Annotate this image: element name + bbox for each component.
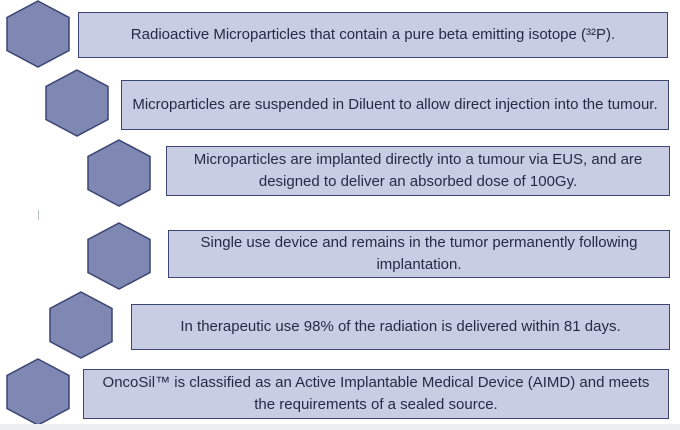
step-box-5 — [131, 304, 670, 350]
hexagon-icon — [87, 139, 151, 207]
hexagon-icon — [6, 0, 70, 68]
divider — [38, 210, 39, 220]
step-box-1 — [78, 12, 668, 58]
hexagon-icon — [87, 222, 151, 290]
hexagon-icon — [49, 291, 113, 359]
step-text-1: Radioactive Microparticles that contain a pure beta emitting isotope (³²P). — [130, 26, 616, 43]
step-text-2: Microparticles are suspended in Diluent to allow direct injection into the tumour. — [132, 96, 658, 113]
step-text-5: In therapeutic use 98% of the radiation is delivered within 81 days. — [180, 318, 621, 335]
step-box-2 — [121, 80, 669, 130]
bottom-strip — [0, 424, 680, 430]
step-text-3: Microparticles are implanted directly into a tumour via EUS, and are designed to deliver an absorbed dose of 100Gy. — [193, 151, 643, 190]
step-box-6 — [83, 369, 669, 419]
step-box-3 — [166, 146, 670, 196]
step-box-4 — [168, 230, 670, 278]
step-text-6: OncoSil™ is classified as an Active Implantable Medical Device (AIMD) and meets the requirements of a sealed source. — [102, 374, 650, 413]
hexagon-icon — [45, 69, 109, 137]
step-text-4: Single use device and remains in the tumor permanently following implantation. — [200, 234, 638, 273]
hexagon-icon — [6, 358, 70, 426]
